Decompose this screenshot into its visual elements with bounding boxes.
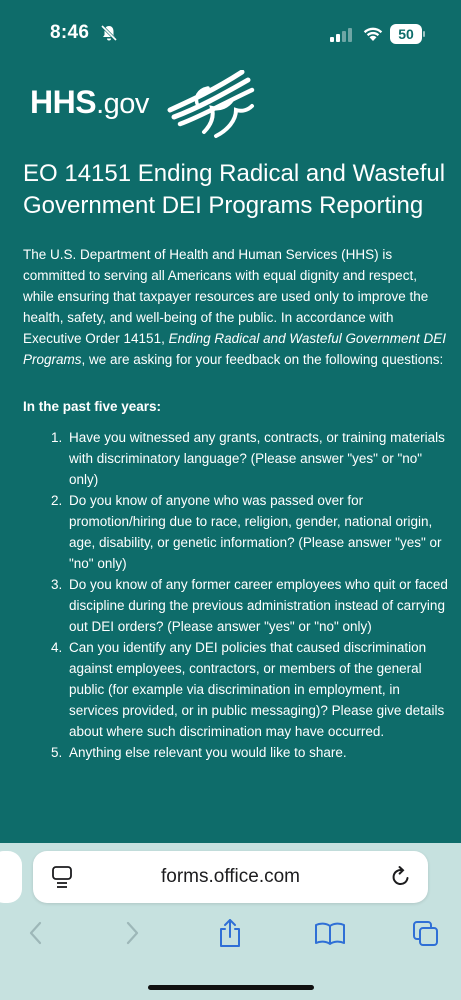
page-title: EO 14151 Ending Radical and Wasteful Government DEI Programs Reporting: [23, 160, 446, 219]
question-item-1: [51, 427, 448, 490]
address-bar[interactable]: [33, 851, 428, 903]
question-number: 4.: [51, 640, 63, 655]
browser-toolbar: [0, 918, 461, 958]
question-text: Do you know of any former career employees who quit or faced discipline during the previous administration instead of carrying out DEI orders? (Please answer "yes" or "no" only): [69, 577, 448, 634]
question-text: Have you witnessed any grants, contracts, or training materials with discriminatory language? (Please answer "yes" or "no" only): [69, 430, 445, 487]
question-number: 5.: [51, 745, 63, 760]
question-list: [23, 427, 448, 763]
question-item-3: [51, 574, 448, 637]
url-text[interactable]: forms.office.com: [160, 866, 301, 887]
main-content: [23, 158, 448, 763]
tabs-icon[interactable]: [412, 918, 440, 948]
signal-icon: [330, 28, 352, 42]
logo-text-suffix: .gov: [96, 88, 149, 120]
question-item-5: [51, 742, 448, 763]
intro-order-title: Ending Radical and Wasteful Government DEI Programs: [23, 331, 446, 367]
eagle-icon: [164, 70, 256, 140]
question-text: Anything else relevant you would like to share.: [69, 745, 347, 760]
home-indicator[interactable]: [148, 985, 314, 990]
question-text: Do you know of anyone who was passed over for promotion/hiring due to race, religion, gender, national origin, age, disability, or genetic information? (Please answer "yes" or "no" only): [69, 493, 442, 571]
section-heading: In the past five years:: [23, 399, 162, 414]
hhs-logo[interactable]: [30, 70, 280, 140]
intro-paragraph: [23, 244, 448, 370]
share-icon[interactable]: [216, 918, 244, 948]
status-time: 8:46: [50, 22, 90, 43]
question-number: 1.: [51, 430, 63, 445]
question-text: Can you identify any DEI policies that caused discrimination against employees, contractors, or members of the general public (for example via discrimination in employment, in services provided, or in public messaging)? Please give details about where such discrimination may have occurred.: [69, 640, 445, 739]
status-bar: [0, 0, 461, 66]
battery-nub: [423, 31, 425, 37]
reload-icon[interactable]: [390, 865, 412, 889]
logo-text: [30, 84, 149, 121]
forward-icon[interactable]: [118, 918, 146, 948]
intro-part1: The U.S. Department of Health and Human Services (HHS) is committed to serving all Americans with equal dignity and respect, while ensuring that taxpayer resources are used only to improve the health, safety, and well-being of the public. In accordance with Executive Order 14151,: [23, 247, 429, 346]
bell-slash-icon: [100, 24, 118, 42]
logo-text-main: HHS: [30, 84, 97, 120]
battery-icon: 50: [390, 24, 422, 44]
question-item-2: [51, 490, 448, 574]
bookmarks-icon[interactable]: [314, 918, 346, 948]
question-number: 3.: [51, 577, 63, 592]
question-number: 2.: [51, 493, 63, 508]
wifi-icon: [362, 25, 384, 42]
question-item-4: [51, 637, 448, 742]
back-icon[interactable]: [22, 918, 50, 948]
previous-tab-preview[interactable]: [0, 851, 22, 903]
browser-bottom-bar: [0, 843, 461, 1000]
intro-part2: , we are asking for your feedback on the following questions:: [81, 352, 444, 367]
